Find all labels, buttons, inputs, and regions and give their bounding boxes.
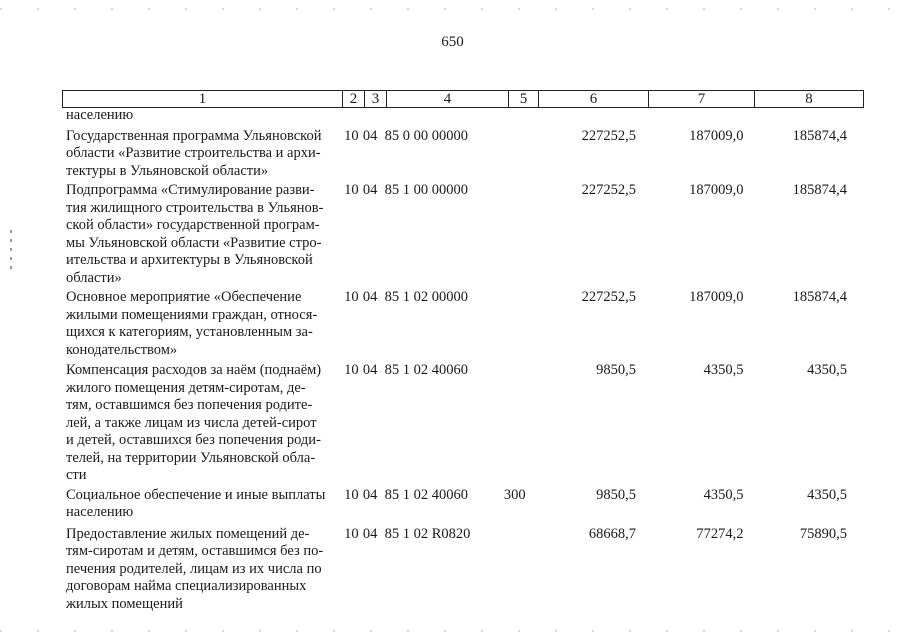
budget-table-body (62, 107, 852, 613)
amount-col6: 227252,5 (581, 182, 636, 198)
amount-col7: 187009,0 (689, 289, 744, 305)
table-row (62, 289, 852, 359)
description-line: Государственная программа Ульяновской (66, 127, 322, 144)
description-line: лей, а также лицам из числа детей-сирот (66, 414, 317, 431)
row-description (62, 107, 338, 125)
subsection-code: 04 (362, 486, 378, 503)
section-code: 10 (344, 182, 359, 198)
row-description (62, 289, 338, 359)
page-number: 650 (441, 34, 464, 50)
amount-col8: 185874,4 (792, 127, 847, 144)
column-header-table (62, 90, 864, 108)
amount-col7: 187009,0 (689, 127, 744, 144)
description-line: конодательством» (66, 341, 178, 358)
amount-col7: 4350,5 (703, 486, 744, 503)
table-row (62, 182, 852, 287)
target-article-code: 85 1 02 40060 (384, 362, 468, 378)
section-code: 10 (344, 127, 359, 144)
subsection-code (360, 107, 382, 125)
expense-type-code (502, 107, 532, 125)
column-header: 5 (509, 91, 539, 108)
target-article-code: 85 1 02 R0820 (384, 525, 471, 542)
column-header: 1 (63, 91, 343, 108)
amount-col6 (531, 107, 639, 125)
description-line: Основное мероприятие «Обеспечение (66, 289, 302, 305)
amount-col6: 9850,5 (596, 486, 636, 503)
table-row (62, 128, 852, 181)
table-row (62, 526, 852, 614)
description-line: и детей, оставшихся без попечения роди- (66, 432, 321, 448)
amount-col6: 9850,5 (596, 362, 636, 378)
amount-col8: 4350,5 (807, 362, 847, 378)
table-row (62, 487, 852, 522)
section-code (338, 107, 360, 125)
column-header: 3 (365, 91, 387, 108)
description-line: жилых помещений (66, 595, 183, 612)
amount-col8: 185874,4 (792, 289, 847, 305)
description-line: жилыми помещениями граждан, относя- (66, 306, 318, 323)
target-article-code: 85 1 02 00000 (384, 289, 468, 305)
description-line: щихся к категориям, установленным за- (66, 324, 313, 340)
description-line: жилого помещения детям-сиротам, де- (66, 379, 306, 396)
column-header: 7 (649, 91, 755, 108)
target-article-code (382, 107, 502, 125)
subsection-code: 04 (362, 127, 378, 144)
description-line: ительства и архитектуры в Ульяновской (66, 252, 313, 268)
amount-col8: 4350,5 (807, 486, 847, 503)
section-code: 10 (344, 362, 359, 378)
amount-col7: 187009,0 (689, 182, 744, 198)
amount-col6: 227252,5 (581, 289, 636, 305)
description-line: области» (66, 269, 122, 286)
expense-type-code (502, 526, 532, 614)
target-article-code: 85 1 02 40060 (384, 486, 468, 503)
expense-type-code (502, 362, 532, 485)
table-row (62, 107, 852, 125)
column-header-row (63, 91, 864, 108)
description-line: тям, оставшимся без попечения родите- (66, 397, 313, 413)
description-line: ской области» государственной програм- (66, 217, 320, 233)
column-header: 8 (755, 91, 864, 108)
row-description (62, 182, 338, 287)
scan-artifact-left (10, 230, 12, 270)
subsection-code: 04 (362, 525, 378, 542)
scan-artifact-bottom (0, 630, 905, 632)
target-article-code: 85 0 00 00000 (384, 127, 468, 144)
expense-type-code (502, 182, 532, 287)
description-line: телей, на территории Ульяновской обла- (66, 449, 316, 466)
row-description (62, 128, 338, 181)
amount-col8 (744, 107, 852, 125)
section-code: 10 (344, 525, 359, 542)
description-line: печения родителей, лицам из их числа по (66, 560, 322, 577)
amount-col7: 77274,2 (696, 525, 744, 542)
description-line: тектуры в Ульяновской области» (66, 162, 269, 179)
amount-col8: 185874,4 (792, 182, 847, 198)
description-line: Подпрограмма «Стимулирование разви- (66, 182, 315, 198)
description-line: тия жилищного строительства в Ульянов- (66, 199, 324, 216)
expense-type-code: 300 (503, 486, 526, 503)
expense-type-code (502, 128, 532, 181)
subsection-code: 04 (362, 289, 378, 305)
target-article-code: 85 1 00 00000 (384, 182, 468, 198)
description-line: мы Ульяновской области «Развитие стро- (66, 234, 322, 251)
description-line: области «Развитие строительства и архи- (66, 145, 321, 161)
description-line: населению (66, 504, 134, 520)
amount-col8: 75890,5 (799, 525, 847, 542)
row-description (62, 487, 338, 522)
description-line: тям-сиротам и детям, оставшимся без по- (66, 543, 324, 559)
description-line: Предоставление жилых помещений де- (66, 525, 310, 542)
description-line: договорам найма специализированных (66, 578, 307, 594)
amount-col7: 4350,5 (703, 362, 744, 378)
description-line: сти (66, 467, 87, 483)
section-code: 10 (344, 486, 359, 503)
scan-artifact-top (0, 8, 905, 10)
section-code: 10 (344, 289, 359, 305)
row-description (62, 362, 338, 485)
table-row (62, 362, 852, 485)
column-header: 6 (539, 91, 649, 108)
amount-col6: 227252,5 (581, 127, 636, 144)
column-header: 2 (343, 91, 365, 108)
description-line: Социальное обеспечение и иные выплаты (66, 486, 326, 503)
row-description (62, 526, 338, 614)
subsection-code: 04 (362, 362, 378, 378)
description-line: населению (66, 107, 134, 123)
subsection-code: 04 (362, 182, 378, 198)
amount-col7 (640, 107, 745, 125)
description-line: Компенсация расходов за наём (поднаём) (66, 362, 322, 378)
expense-type-code (502, 289, 532, 359)
amount-col6: 68668,7 (588, 525, 636, 542)
column-header: 4 (387, 91, 509, 108)
